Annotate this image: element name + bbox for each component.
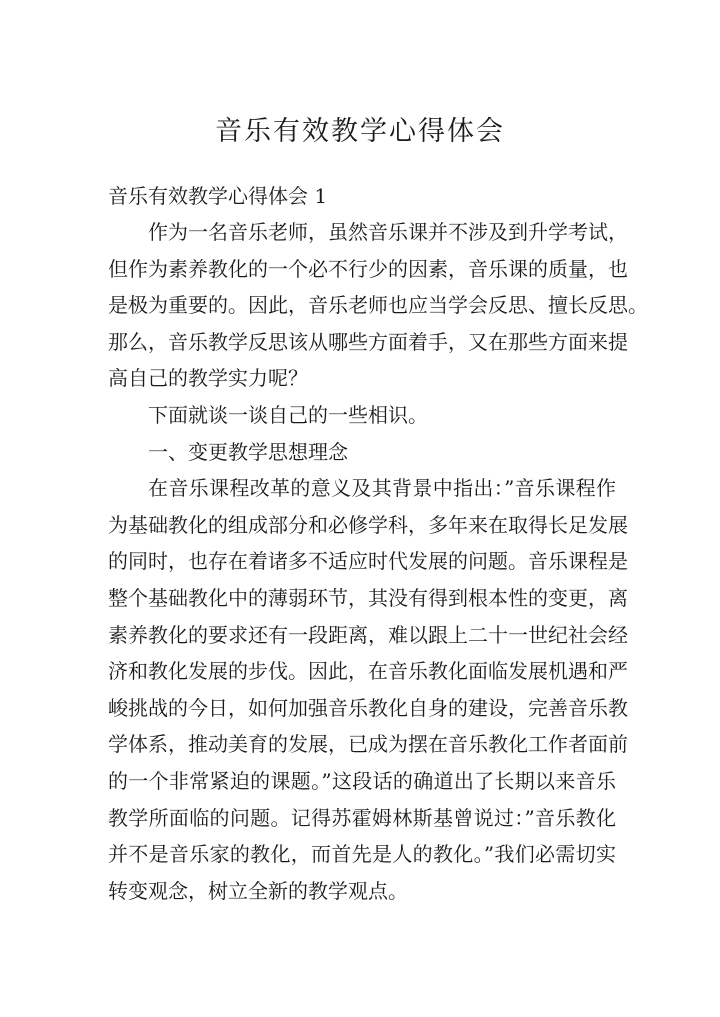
text-line: 素养教化的要求还有一段距离，难以跟上二十一世纪社会经 — [108, 622, 628, 647]
subheading-change-teaching-philosophy — [108, 434, 616, 471]
document-body — [108, 178, 648, 909]
text-line: 的同时，也存在着诸多不适应时代发展的问题。音乐课程是 — [108, 549, 628, 574]
text-line: 学体系，推动美育的发展，已成为摆在音乐教化工作者面前 — [108, 732, 628, 757]
paragraph-transition — [108, 397, 616, 434]
text-line: 教学所面临的问题。记得苏霍姆林斯基曾说过：”音乐教化 — [108, 805, 616, 830]
text-line: 下面就谈一谈自己的一些相识。 — [148, 402, 428, 427]
text-line: 峻挑战的今日，如何加强音乐教化自身的建设，完善音乐教 — [108, 695, 628, 720]
text-line: 并不是音乐家的教化，而首先是人的教化。”我们必需切实 — [108, 842, 616, 867]
text-line: 那么，音乐教学反思该从哪些方面着手，又在那些方面来提 — [108, 329, 628, 354]
section-heading: 音乐有效教学心得体会 1 — [108, 184, 328, 208]
text-line: 作为一名音乐老师，虽然音乐课并不涉及到升学考试， — [148, 220, 628, 244]
text-line: 但作为素养教化的一个必不行少的因素，音乐课的质量，也 — [108, 256, 628, 281]
text-line: 转变观念，树立全新的教学观点。 — [108, 878, 408, 903]
document-title: 音乐有效教学心得体会 — [215, 116, 505, 147]
text-line: 一、变更教学思想理念 — [148, 439, 348, 464]
text-line: 济和教化发展的步伐。因此，在音乐教化面临发展机遇和严 — [108, 659, 628, 684]
text-line: 整个基础教化中的薄弱环节，其没有得到根本性的变更，离 — [108, 585, 628, 610]
text-line: 为基础教化的组成部分和必修学科，多年来在取得长足发展 — [108, 512, 628, 537]
paragraph-curriculum-reform — [108, 470, 628, 909]
text-line: 是极为重要的。因此，音乐老师也应当学会反思、擅长反思。 — [108, 293, 648, 318]
text-line: 在音乐课程改革的意义及其背景中指出：”音乐课程作 — [148, 476, 616, 501]
text-line: 的一个非常紧迫的课题。”这段话的确道出了长期以来音乐 — [108, 768, 616, 793]
text-line: 高自己的教学实力呢？ — [108, 366, 308, 391]
paragraph-intro — [108, 214, 648, 397]
